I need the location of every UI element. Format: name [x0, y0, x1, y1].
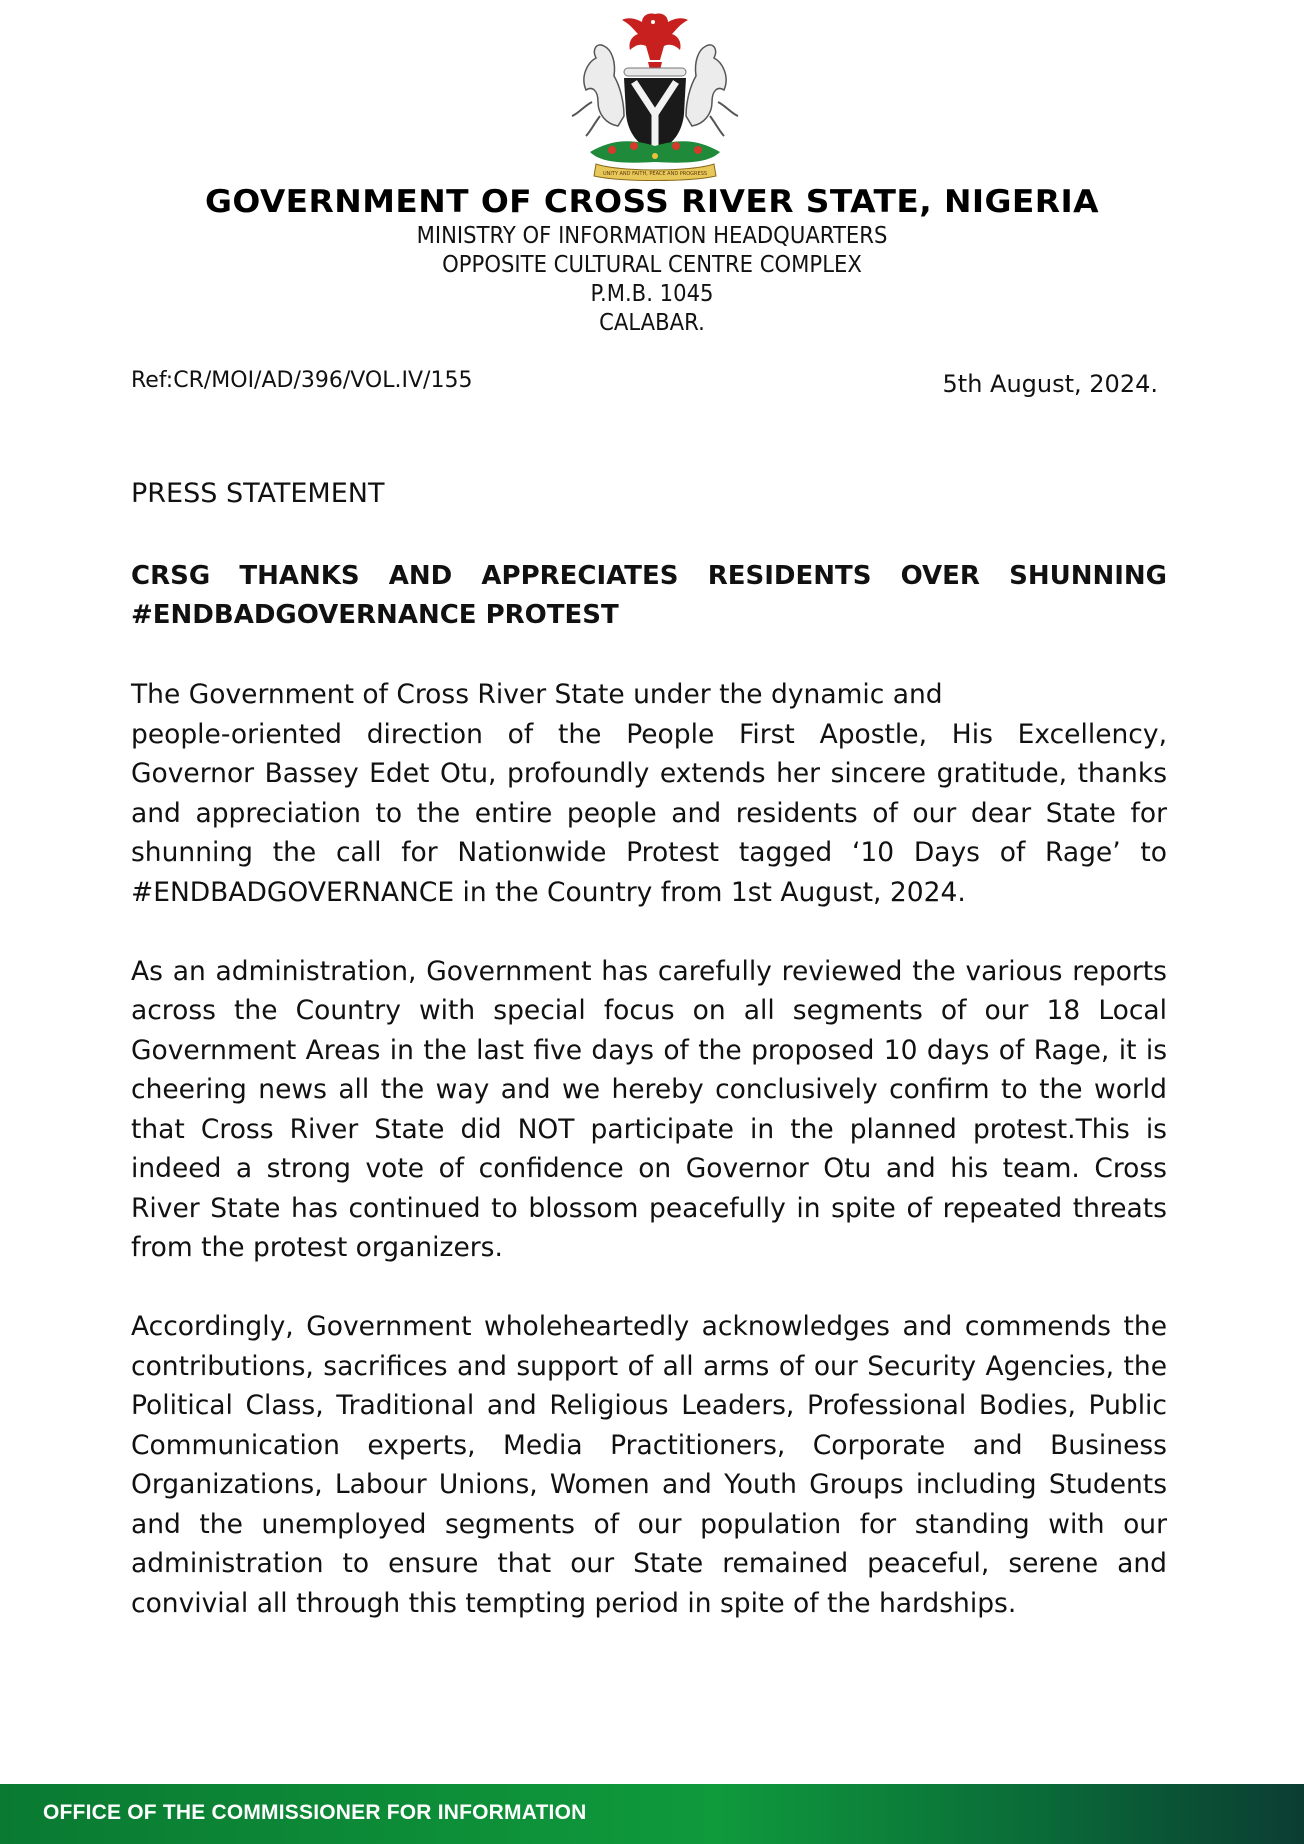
headline — [131, 557, 1167, 635]
headline-line-1: CRSG THANKS AND APPRECIATES RESIDENTS OVER SHUNNING — [131, 561, 1167, 591]
statement-body — [131, 675, 1167, 1663]
location-line: OPPOSITE CULTURAL CENTRE COMPLEX — [442, 252, 862, 278]
paragraph-1 — [131, 675, 1167, 912]
eagle-icon — [622, 13, 688, 70]
paragraph-3: Accordingly, Government wholeheartedly acknowledges and commends the contributions, sacrifices and support of all arms of our Security Agencies, the Political Class, Traditional and Religious Leaders, Professional Bodies, Public Communication experts, Media Practitioners, Corporate and Business Organizations, Labour Unions, Women and Youth Groups including Students and the unemployed segments of our population for standing with our administration to ensure that our State remained peaceful, serene and convivial all through this tempting period in spite of the hardships. — [131, 1311, 1167, 1619]
paragraph-1-rest: people-oriented direction of the People First Apostle, His Excellency, Governor Bassey Edet Otu, profoundly extends her sincere gratitude, thanks and appreciation to the entire people and residents of our dear State for shunning the call for Nationwide Protest tagged ‘10 Days of Rage’ to #ENDBADGOVERNANCE in the Country from 1st August, 2024. — [131, 718, 1167, 908]
footer-office-text: OFFICE OF THE COMMISSIONER FOR INFORMATION — [43, 1801, 587, 1824]
city-line: CALABAR. — [599, 310, 705, 336]
right-horse-icon — [686, 45, 738, 136]
left-horse-icon — [572, 45, 624, 136]
ministry-line: MINISTRY OF INFORMATION HEADQUARTERS — [416, 223, 888, 249]
coat-of-arms-emblem — [550, 6, 760, 184]
headline-line-2: #ENDBADGOVERNANCE PROTEST — [131, 600, 619, 630]
reference-number: Ref:CR/MOI/AD/396/VOL.IV/155 — [131, 368, 473, 393]
shield-icon — [624, 78, 686, 152]
letterhead — [0, 182, 1304, 338]
motto-banner-icon — [594, 164, 716, 181]
motto-text: UNITY AND FAITH, PEACE AND PROGRESS — [602, 171, 708, 177]
paragraph-2: As an administration, Government has carefully reviewed the various reports across the Country with special focus on all segments of our 18 Local Government Areas in the last five days of the proposed 10 days of Rage, it is cheering news all the way and we hereby conclusively confirm to the world that Cross River State did NOT participate in the planned protest.This is indeed a strong vote of confidence on Governor Otu and his team. Cross River State has continued to blossom peacefully in spite of repeated threats from the protest organizers. — [131, 955, 1167, 1263]
pmb-line: P.M.B. 1045 — [590, 281, 714, 307]
press-statement-label: PRESS STATEMENT — [131, 478, 385, 509]
document-date: 5th August, 2024. — [942, 370, 1158, 398]
government-title: GOVERNMENT OF CROSS RIVER STATE, NIGERIA — [204, 184, 1100, 220]
paragraph-1-first-line: The Government of Cross River State under the dynamic and — [131, 679, 943, 710]
footer-bar — [0, 1784, 1304, 1844]
